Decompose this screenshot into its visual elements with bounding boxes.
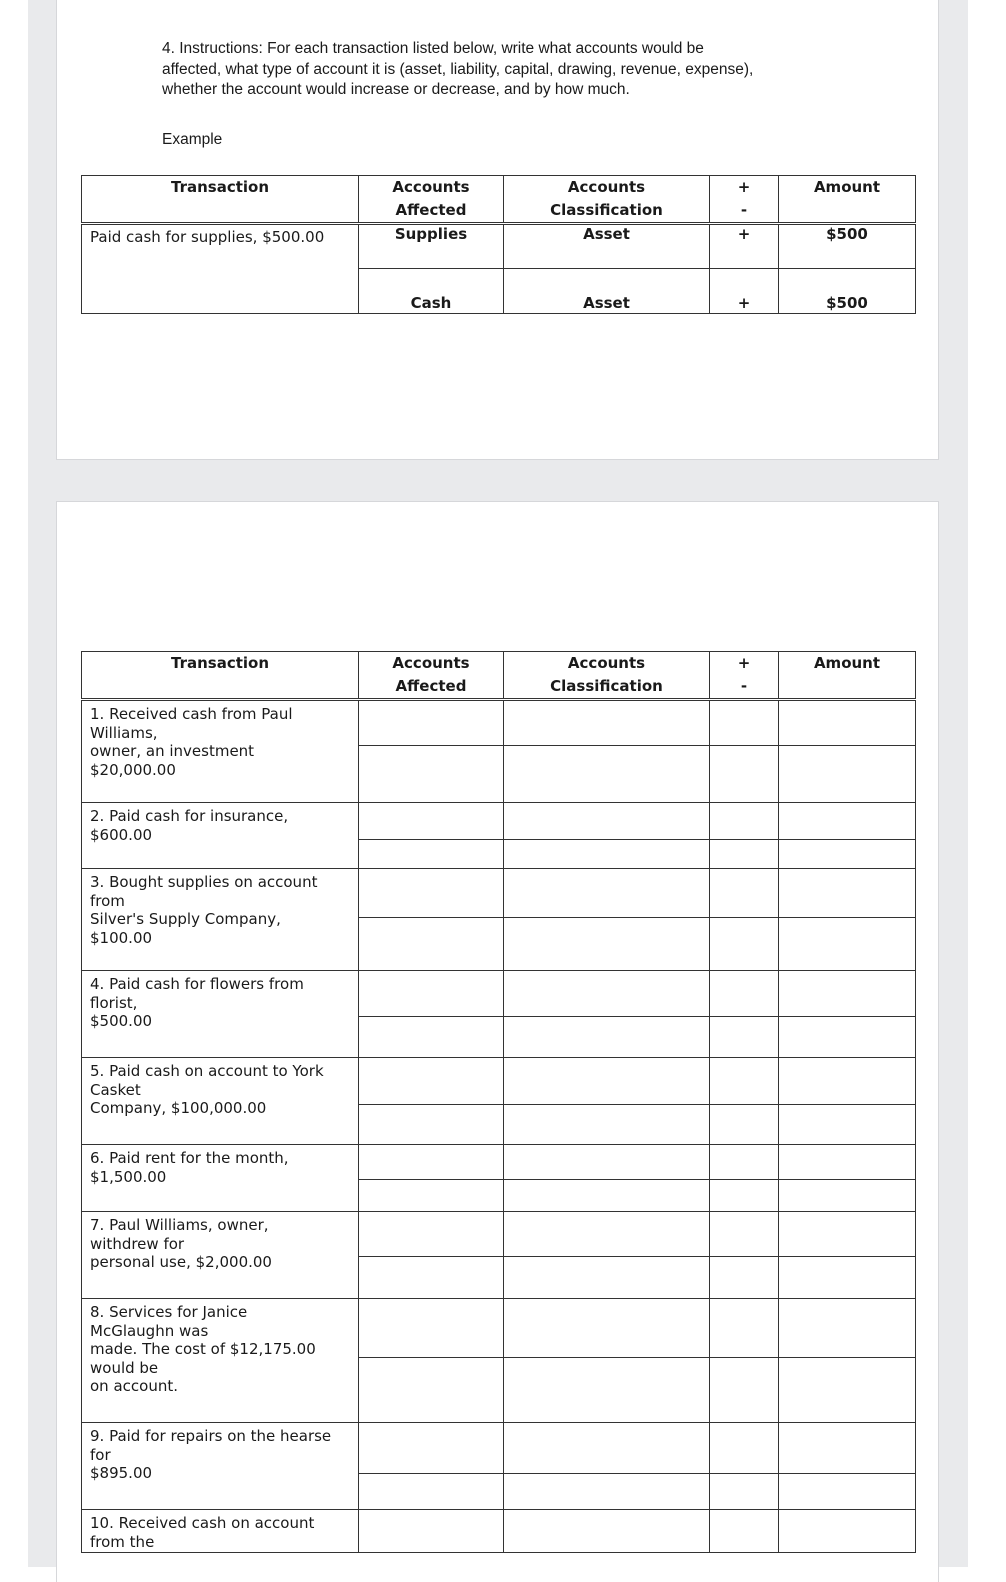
- table-row: [82, 1145, 916, 1212]
- sign-cell[interactable]: [710, 1145, 779, 1212]
- row-divider: [359, 1357, 503, 1358]
- row-divider: [504, 839, 709, 840]
- transaction-line: made. The cost of $12,175.00: [90, 1340, 316, 1358]
- instructions-line: affected, what type of account it is (asset, liability, capital, drawing, revenue, expense),: [162, 60, 754, 78]
- accounts-affected-cell[interactable]: [359, 869, 504, 971]
- table-row: [82, 869, 916, 971]
- row-divider: [359, 745, 503, 746]
- transaction-line: 3. Bought supplies on account: [90, 873, 318, 891]
- header-plus-minus: + -: [710, 176, 779, 224]
- sign-cell[interactable]: [710, 700, 779, 803]
- row-divider: [779, 917, 915, 918]
- amount-cell[interactable]: [779, 1145, 916, 1212]
- sign-cell[interactable]: [710, 1423, 779, 1510]
- row-divider: [359, 1179, 503, 1180]
- row-divider: [504, 1179, 709, 1180]
- classification-cell[interactable]: [504, 971, 710, 1058]
- row-divider: [504, 745, 709, 746]
- example-label: Example: [162, 131, 223, 148]
- amount-cell[interactable]: [779, 1058, 916, 1145]
- transaction-line: 5. Paid cash on account to York: [90, 1062, 324, 1080]
- transaction-description: [82, 700, 359, 803]
- example-classification: Asset: [504, 269, 710, 314]
- example-transaction: Paid cash for supplies, $500.00: [82, 224, 359, 314]
- table-row: [82, 803, 916, 869]
- transaction-description: [82, 1423, 359, 1510]
- example-amount: $500: [779, 224, 916, 269]
- transaction-description: [82, 803, 359, 869]
- row-divider: [504, 1357, 709, 1358]
- row-divider: [359, 917, 503, 918]
- row-divider: [504, 1104, 709, 1105]
- transaction-line: withdrew for: [90, 1234, 185, 1253]
- sign-cell[interactable]: [710, 971, 779, 1058]
- amount-cell[interactable]: [779, 869, 916, 971]
- row-divider: [779, 1357, 915, 1358]
- row-divider: [710, 1016, 778, 1017]
- transaction-line: would be: [90, 1358, 159, 1377]
- example-classification: Asset: [504, 224, 710, 269]
- transaction-line: owner, an investment: [90, 742, 255, 760]
- row-divider: [359, 1016, 503, 1017]
- transaction-line: 10. Received cash on account: [90, 1514, 315, 1532]
- transaction-line: personal use, $2,000.00: [90, 1253, 272, 1271]
- row-divider: [779, 1104, 915, 1105]
- transaction-line: on account.: [90, 1377, 178, 1395]
- amount-cell[interactable]: [779, 700, 916, 803]
- header-plus-minus: + -: [710, 652, 779, 700]
- amount-cell[interactable]: [779, 803, 916, 869]
- table-row: [82, 224, 916, 269]
- example-sign: +: [710, 224, 779, 269]
- classification-cell[interactable]: [504, 1510, 710, 1553]
- row-divider: [504, 1256, 709, 1257]
- table-row: [82, 971, 916, 1058]
- amount-cell[interactable]: [779, 1510, 916, 1553]
- row-divider: [779, 1473, 915, 1474]
- transaction-line: 7. Paul Williams, owner,: [90, 1216, 269, 1234]
- header-accounts-classification: Accounts Classification: [504, 652, 710, 700]
- transaction-line: 1. Received cash from Paul: [90, 705, 293, 723]
- classification-cell[interactable]: [504, 869, 710, 971]
- table-header-row: [82, 176, 916, 224]
- row-divider: [710, 839, 778, 840]
- row-divider: [504, 1473, 709, 1474]
- transaction-line: $500.00: [90, 1012, 153, 1030]
- accounts-affected-cell[interactable]: [359, 1212, 504, 1299]
- classification-cell[interactable]: [504, 803, 710, 869]
- table-row: [82, 700, 916, 803]
- sign-cell[interactable]: [710, 1510, 779, 1553]
- row-divider: [779, 745, 915, 746]
- amount-cell[interactable]: [779, 1212, 916, 1299]
- instructions-line: whether the account would increase or decrease, and by how much.: [162, 81, 630, 98]
- accounts-affected-cell[interactable]: [359, 1145, 504, 1212]
- transaction-line: 6. Paid rent for the month,: [90, 1149, 289, 1167]
- table-row: [82, 1423, 916, 1510]
- transaction-line: $600.00: [90, 825, 153, 844]
- sign-cell[interactable]: [710, 803, 779, 869]
- transaction-line: $895.00: [90, 1464, 153, 1482]
- transaction-description: [82, 869, 359, 971]
- classification-cell[interactable]: [504, 1423, 710, 1510]
- table-header-row: [82, 652, 916, 700]
- accounts-affected-cell[interactable]: [359, 700, 504, 803]
- accounts-affected-cell[interactable]: [359, 1423, 504, 1510]
- transaction-description: [82, 1212, 359, 1299]
- table-row: [82, 1212, 916, 1299]
- transaction-line: Williams,: [90, 723, 158, 742]
- sign-cell[interactable]: [710, 1212, 779, 1299]
- amount-cell[interactable]: [779, 971, 916, 1058]
- accounts-affected-cell[interactable]: [359, 971, 504, 1058]
- transactions-table: [81, 651, 916, 1553]
- header-accounts-affected: Accounts Affected: [359, 176, 504, 224]
- row-divider: [710, 1104, 778, 1105]
- transaction-line: 2. Paid cash for insurance,: [90, 807, 289, 825]
- instructions-text: [162, 39, 862, 101]
- header-transaction: Transaction: [82, 176, 359, 224]
- table-row: [82, 1058, 916, 1145]
- transaction-line: Silver's Supply Company,: [90, 910, 281, 928]
- classification-cell[interactable]: [504, 1058, 710, 1145]
- accounts-affected-cell[interactable]: [359, 1510, 504, 1553]
- transaction-description: [82, 1510, 359, 1553]
- classification-cell[interactable]: [504, 1145, 710, 1212]
- row-divider: [359, 1473, 503, 1474]
- amount-cell[interactable]: [779, 1423, 916, 1510]
- transaction-description: [82, 971, 359, 1058]
- row-divider: [710, 1179, 778, 1180]
- transaction-line: 8. Services for Janice: [90, 1303, 248, 1321]
- transaction-line: McGlaughn was: [90, 1321, 209, 1340]
- example-sign: +: [710, 269, 779, 314]
- header-accounts-affected: Accounts Affected: [359, 652, 504, 700]
- transaction-line: 9. Paid for repairs on the hearse: [90, 1427, 332, 1445]
- transaction-line: $100.00: [90, 928, 153, 947]
- row-divider: [710, 1357, 778, 1358]
- transaction-description: [82, 1058, 359, 1145]
- transaction-line: florist,: [90, 993, 138, 1012]
- row-divider: [779, 1016, 915, 1017]
- transaction-description: [82, 1145, 359, 1212]
- row-divider: [710, 1256, 778, 1257]
- transaction-line: $20,000.00: [90, 760, 176, 779]
- transactions-body: [82, 700, 916, 1553]
- accounts-affected-cell[interactable]: [359, 1058, 504, 1145]
- sign-cell[interactable]: [710, 1058, 779, 1145]
- header-accounts-classification: Accounts Classification: [504, 176, 710, 224]
- example-account: Supplies: [359, 224, 504, 269]
- row-divider: [710, 745, 778, 746]
- header-amount: Amount: [779, 652, 916, 700]
- transaction-line: $1,500.00: [90, 1167, 167, 1186]
- classification-cell[interactable]: [504, 1212, 710, 1299]
- example-table: [81, 175, 916, 314]
- header-transaction: Transaction: [82, 652, 359, 700]
- classification-cell[interactable]: [504, 1299, 710, 1423]
- row-divider: [779, 1179, 915, 1180]
- transaction-line: from: [90, 891, 125, 910]
- amount-cell[interactable]: [779, 1299, 916, 1423]
- header-amount: Amount: [779, 176, 916, 224]
- example-amount: $500: [779, 269, 916, 314]
- table-row: [82, 1299, 916, 1423]
- classification-cell[interactable]: [504, 700, 710, 803]
- row-divider: [779, 839, 915, 840]
- row-divider: [504, 917, 709, 918]
- transaction-line: Company, $100,000.00: [90, 1099, 267, 1117]
- table-row: [82, 1510, 916, 1553]
- example-account: Cash: [359, 269, 504, 314]
- accounts-affected-cell[interactable]: [359, 803, 504, 869]
- row-divider: [359, 839, 503, 840]
- row-divider: [504, 1016, 709, 1017]
- transaction-line: 4. Paid cash for flowers from: [90, 975, 304, 993]
- transaction-description: [82, 1299, 359, 1423]
- row-divider: [359, 1256, 503, 1257]
- row-divider: [710, 1473, 778, 1474]
- accounts-affected-cell[interactable]: [359, 1299, 504, 1423]
- row-divider: [779, 1256, 915, 1257]
- row-divider: [359, 1104, 503, 1105]
- transaction-line: from the: [90, 1532, 155, 1551]
- sign-cell[interactable]: [710, 1299, 779, 1423]
- instructions-line: 4. Instructions: For each transaction listed below, write what accounts would be: [162, 40, 704, 57]
- transaction-line: Casket: [90, 1080, 141, 1099]
- row-divider: [710, 917, 778, 918]
- transaction-line: for: [90, 1445, 111, 1464]
- sign-cell[interactable]: [710, 869, 779, 971]
